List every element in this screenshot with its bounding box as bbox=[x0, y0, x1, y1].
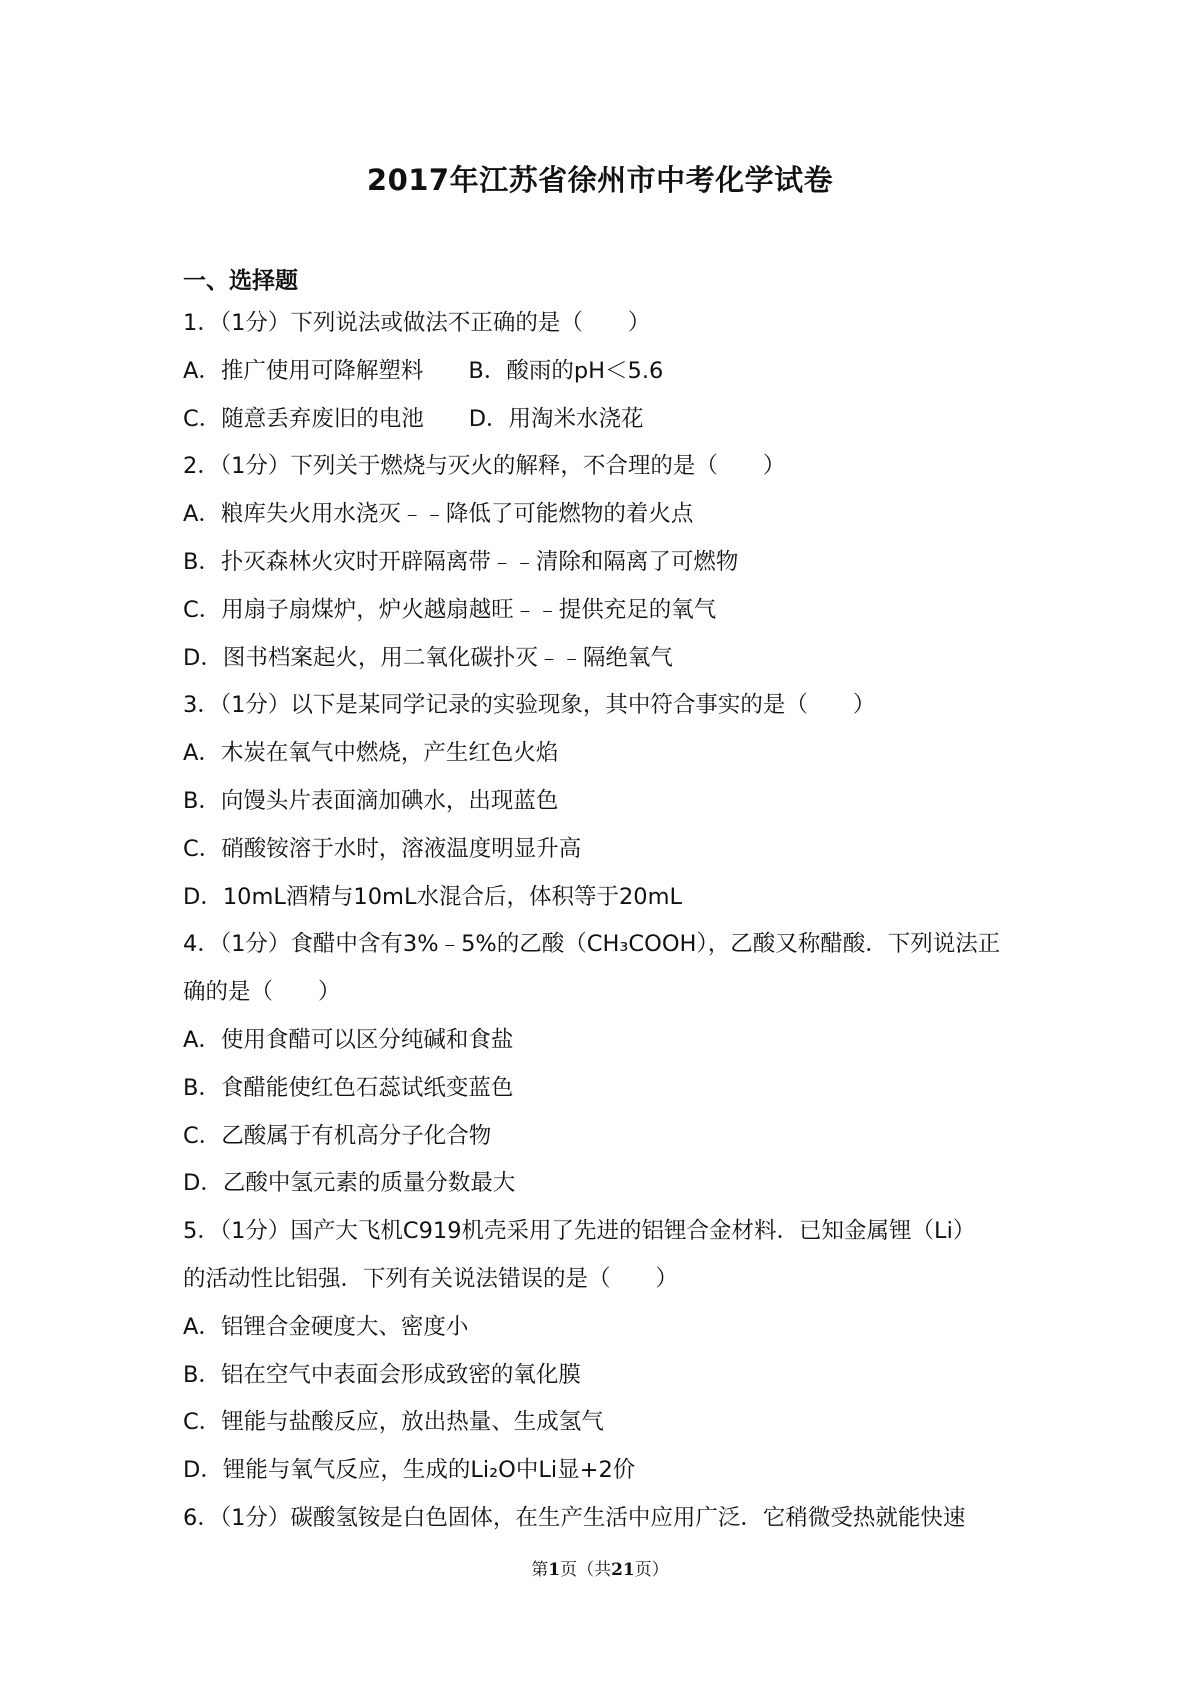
footer-middle: 页（共 bbox=[560, 1560, 612, 1580]
exam-title: 2017年江苏省徐州市中考化学试卷 bbox=[366, 163, 834, 197]
option-line: A．木炭在氧气中燃烧，产生红色火焰 bbox=[183, 740, 559, 766]
option-line: C．乙酸属于有机高分子化合物 bbox=[183, 1123, 492, 1149]
question-line: 6．（1分）碳酸氢铵是白色固体，在生产生活中应用广泛．它稍微受热就能快速 bbox=[183, 1505, 966, 1531]
option-line: A．使用食醋可以区分纯碱和食盐 bbox=[183, 1027, 514, 1053]
question-line: 4．（1分）食醋中含有3%﹣5%的乙酸（CH₃COOH），乙酸又称醋酸．下列说法正 bbox=[183, 931, 1001, 957]
footer-page-number: 1 bbox=[548, 1560, 561, 1580]
section-heading: 一、选择题 bbox=[183, 268, 298, 294]
option-line: B．向馒头片表面滴加碘水，出现蓝色 bbox=[183, 788, 559, 814]
option-line: B．扑灭森林火灾时开辟隔离带﹣﹣清除和隔离了可燃物 bbox=[183, 549, 739, 575]
question-line: 1．（1分）下列说法或做法不正确的是（ ） bbox=[183, 310, 651, 336]
option-line: B．食醋能使红色石蕊试纸变蓝色 bbox=[183, 1075, 514, 1101]
option-line: D．乙酸中氢元素的质量分数最大 bbox=[183, 1170, 516, 1196]
option-line: C．硝酸铵溶于水时，溶液温度明显升高 bbox=[183, 836, 582, 862]
option-line: A．铝锂合金硬度大、密度小 bbox=[183, 1314, 469, 1340]
option-line: D．图书档案起火，用二氧化碳扑灭﹣﹣隔绝氧气 bbox=[183, 645, 673, 671]
option-line: D．锂能与氧气反应，生成的Li₂O中Li显+2价 bbox=[183, 1457, 636, 1483]
option-line: C．随意丢弃废旧的电池 D．用淘米水浇花 bbox=[183, 406, 644, 432]
option-line: C．用扇子扇煤炉，炉火越扇越旺﹣﹣提供充足的氧气 bbox=[183, 597, 717, 623]
footer-total-pages: 21 bbox=[611, 1560, 635, 1580]
option-line: D．10mL酒精与10mL水混合后，体积等于20mL bbox=[183, 884, 683, 910]
question-line: 2．（1分）下列关于燃烧与灭火的解释，不合理的是（ ） bbox=[183, 453, 786, 479]
option-line: C．锂能与盐酸反应，放出热量、生成氢气 bbox=[183, 1409, 604, 1435]
option-line: B．铝在空气中表面会形成致密的氧化膜 bbox=[183, 1362, 581, 1388]
question-line: 3．（1分）以下是某同学记录的实验现象，其中符合事实的是（ ） bbox=[183, 692, 876, 718]
footer-suffix: 页） bbox=[634, 1560, 669, 1580]
question-line-continued: 确的是（ ） bbox=[183, 979, 341, 1005]
question-line: 5．（1分）国产大飞机C919机壳采用了先进的铝锂合金材料．已知金属锂（Li） bbox=[183, 1218, 976, 1244]
question-line-continued: 的活动性比铝强．下列有关说法错误的是（ ） bbox=[183, 1266, 679, 1292]
footer-prefix: 第 bbox=[531, 1560, 549, 1580]
page-footer bbox=[0, 1555, 1200, 1580]
option-line: A．粮库失火用水浇灭﹣﹣降低了可能燃物的着火点 bbox=[183, 501, 694, 527]
option-line: A．推广使用可降解塑料 B．酸雨的pH＜5.6 bbox=[183, 358, 664, 384]
